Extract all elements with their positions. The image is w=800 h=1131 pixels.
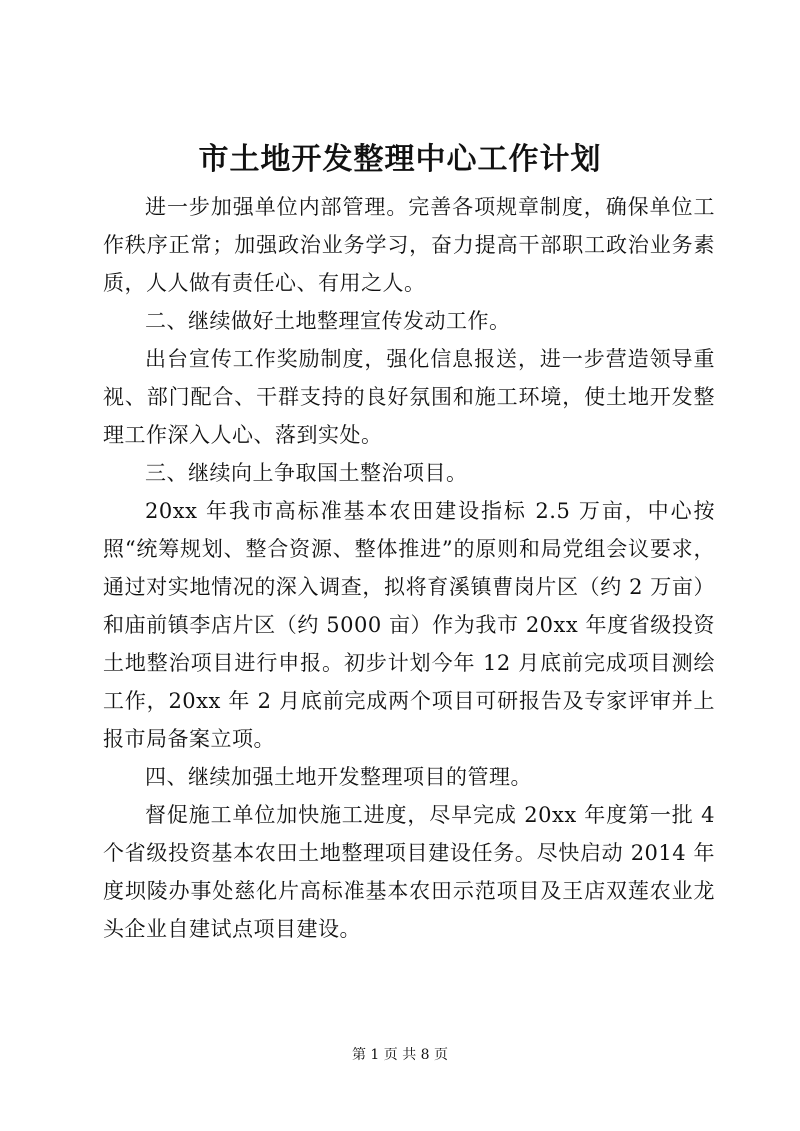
paragraph-publicity: 出台宣传工作奖励制度，强化信息报送，进一步营造领导重视、部门配合、干群支持的良好氛围和施工环境，使土地开发整理工作深入人心、落到实处。 — [103, 347, 715, 447]
paragraph-project-management: 督促施工单位加快施工进度，尽早完成 20xx 年度第一批 4 个省级投资基本农田土地整理项目建设任务。尽快启动 2014 年度坝陵办事处慈化片高标准基本农田示范项目及王店双莲农业龙头企业自建试点项目建设。 — [103, 803, 715, 941]
heading-publicity: 二、继续做好土地整理宣传发动工作。 — [145, 309, 511, 333]
page-number-footer: 第 1 页 共 8 页 — [351, 1047, 449, 1063]
page-title: 市土地开发整理中心工作计划 — [198, 142, 602, 177]
heading-project-management: 四、继续加强土地开发整理项目的管理。 — [145, 765, 532, 789]
paragraph-management: 进一步加强单位内部管理。完善各项规章制度，确保单位工作秩序正常；加强政治业务学习，奋力提高干部职工政治业务素质，人人做有责任心、有用之人。 — [103, 195, 715, 295]
document-body — [103, 188, 715, 948]
paragraph-projects: 20xx 年我市高标准基本农田建设指标 2.5 万亩，中心按照“统筹规划、整合资源、整体推进”的原则和局党组会议要求，通过对实地情况的深入调查，拟将育溪镇曹岗片区（约 2 万亩）和庙前镇李店片区（约 5000 亩）作为我市 20xx 年度省级投资土地整治项目进行申报。初步计划今年 12 月底前完成项目测绘工作，20xx 年 2 月底前完成两个项目可研报告及专家评审并上报市局备案立项。 — [103, 499, 715, 751]
heading-projects: 三、继续向上争取国土整治项目。 — [145, 461, 468, 485]
